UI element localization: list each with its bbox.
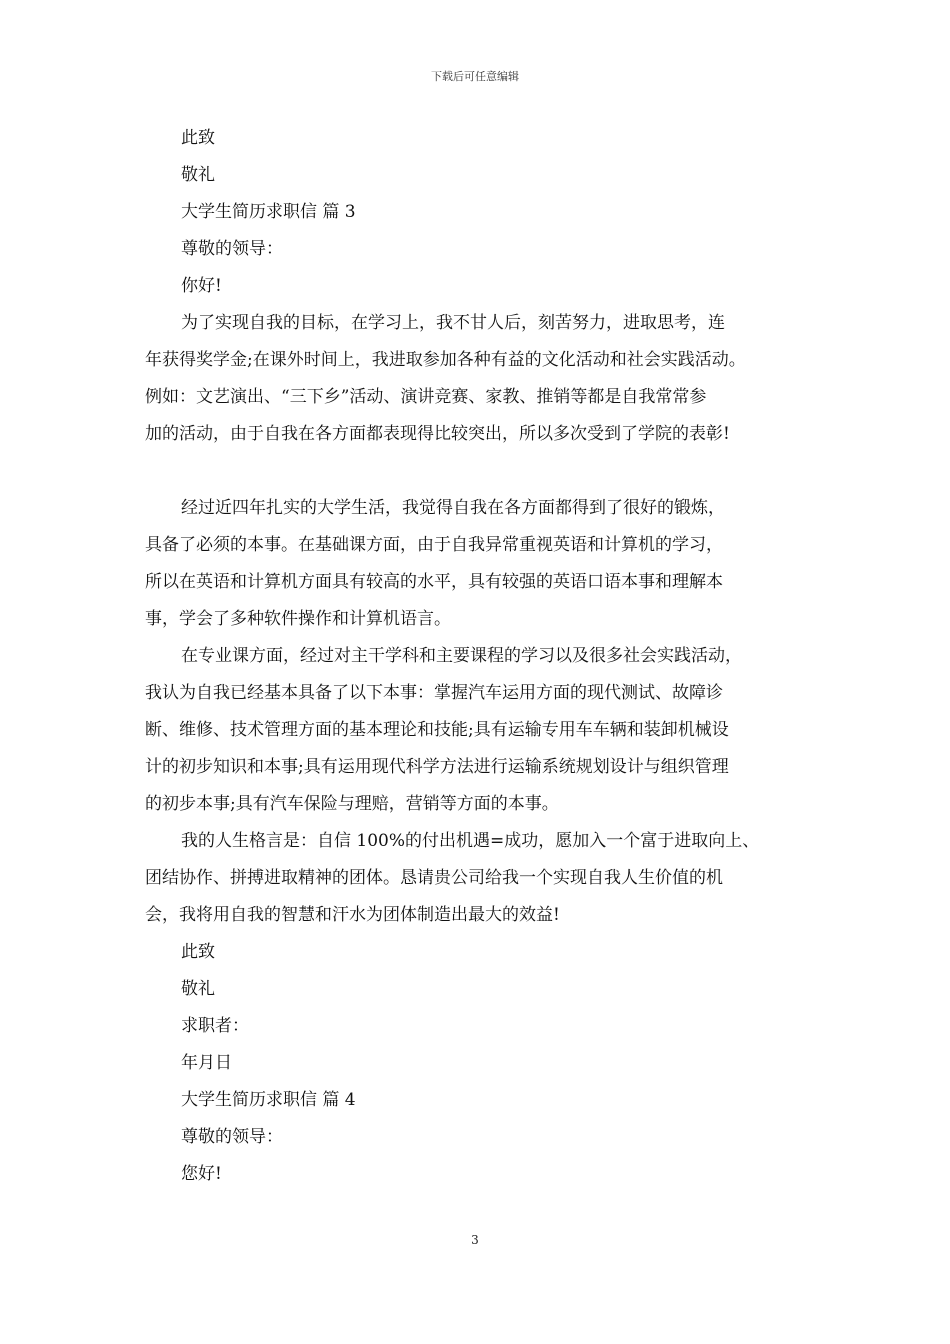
paragraph-line: 计的初步知识和本事;具有运用现代科学方法进行运输系统规划设计与组织管理	[145, 757, 729, 777]
letter3-greeting: 你好!	[181, 276, 222, 296]
page-header: 下载后可任意编辑	[431, 70, 519, 83]
closing-ci-zhi: 此致	[181, 128, 215, 148]
letter3-applicant: 求职者：	[181, 1016, 249, 1036]
paragraph-line: 年获得奖学金;在课外时间上，我进取参加各种有益的文化活动和社会实践活动。	[145, 350, 746, 370]
paragraph-line: 事，学会了多种软件操作和计算机语言。	[145, 609, 451, 629]
paragraph-line: 经过近四年扎实的大学生活，我觉得自我在各方面都得到了很好的锻炼，	[181, 498, 725, 518]
letter3-title: 大学生简历求职信 篇 3	[181, 202, 356, 222]
letter3-paragraph-3	[145, 638, 810, 823]
paragraph-line: 的初步本事;具有汽车保险与理赔，营销等方面的本事。	[145, 794, 559, 814]
letter3-closing-ci-zhi: 此致	[181, 942, 215, 962]
paragraph-line: 团结协作、拼搏进取精神的团体。恳请贵公司给我一个实现自我人生价值的机	[145, 868, 723, 888]
paragraph-gap	[145, 453, 810, 490]
letter4-salutation: 尊敬的领导：	[181, 1127, 283, 1147]
paragraph-line: 加的活动，由于自我在各方面都表现得比较突出，所以多次受到了学院的表彰!	[145, 424, 730, 444]
letter4-greeting: 您好!	[181, 1164, 222, 1184]
letter3-paragraph-4	[145, 823, 810, 934]
letter4-title: 大学生简历求职信 篇 4	[181, 1090, 356, 1110]
closing-jing-li: 敬礼	[181, 165, 215, 185]
paragraph-line: 断、维修、技术管理方面的基本理论和技能;具有运输专用车车辆和装卸机械设	[145, 720, 729, 740]
paragraph-line: 例如：文艺演出、“三下乡”活动、演讲竞赛、家教、推销等都是自我常常参	[145, 387, 707, 407]
document-body	[145, 120, 810, 1193]
letter3-salutation: 尊敬的领导：	[181, 239, 283, 259]
letter3-paragraph-1	[145, 305, 810, 453]
page-number: 3	[471, 1233, 479, 1247]
paragraph-line: 所以在英语和计算机方面具有较高的水平，具有较强的英语口语本事和理解本	[145, 572, 723, 592]
paragraph-line: 会，我将用自我的智慧和汗水为团体制造出最大的效益!	[145, 905, 560, 925]
paragraph-line: 为了实现自我的目标，在学习上，我不甘人后，刻苦努力，进取思考，连	[181, 313, 725, 333]
letter3-closing-jing-li: 敬礼	[181, 979, 215, 999]
paragraph-line: 我的人生格言是：自信 100%的付出机遇=成功，愿加入一个富于进取向上、	[181, 831, 760, 851]
paragraph-line: 我认为自我已经基本具备了以下本事：掌握汽车运用方面的现代测试、故障诊	[145, 683, 723, 703]
paragraph-line: 在专业课方面，经过对主干学科和主要课程的学习以及很多社会实践活动，	[181, 646, 742, 666]
letter3-paragraph-2	[145, 490, 810, 638]
paragraph-line: 具备了必须的本事。在基础课方面，由于自我异常重视英语和计算机的学习，	[145, 535, 723, 555]
letter3-date: 年月日	[181, 1053, 232, 1073]
